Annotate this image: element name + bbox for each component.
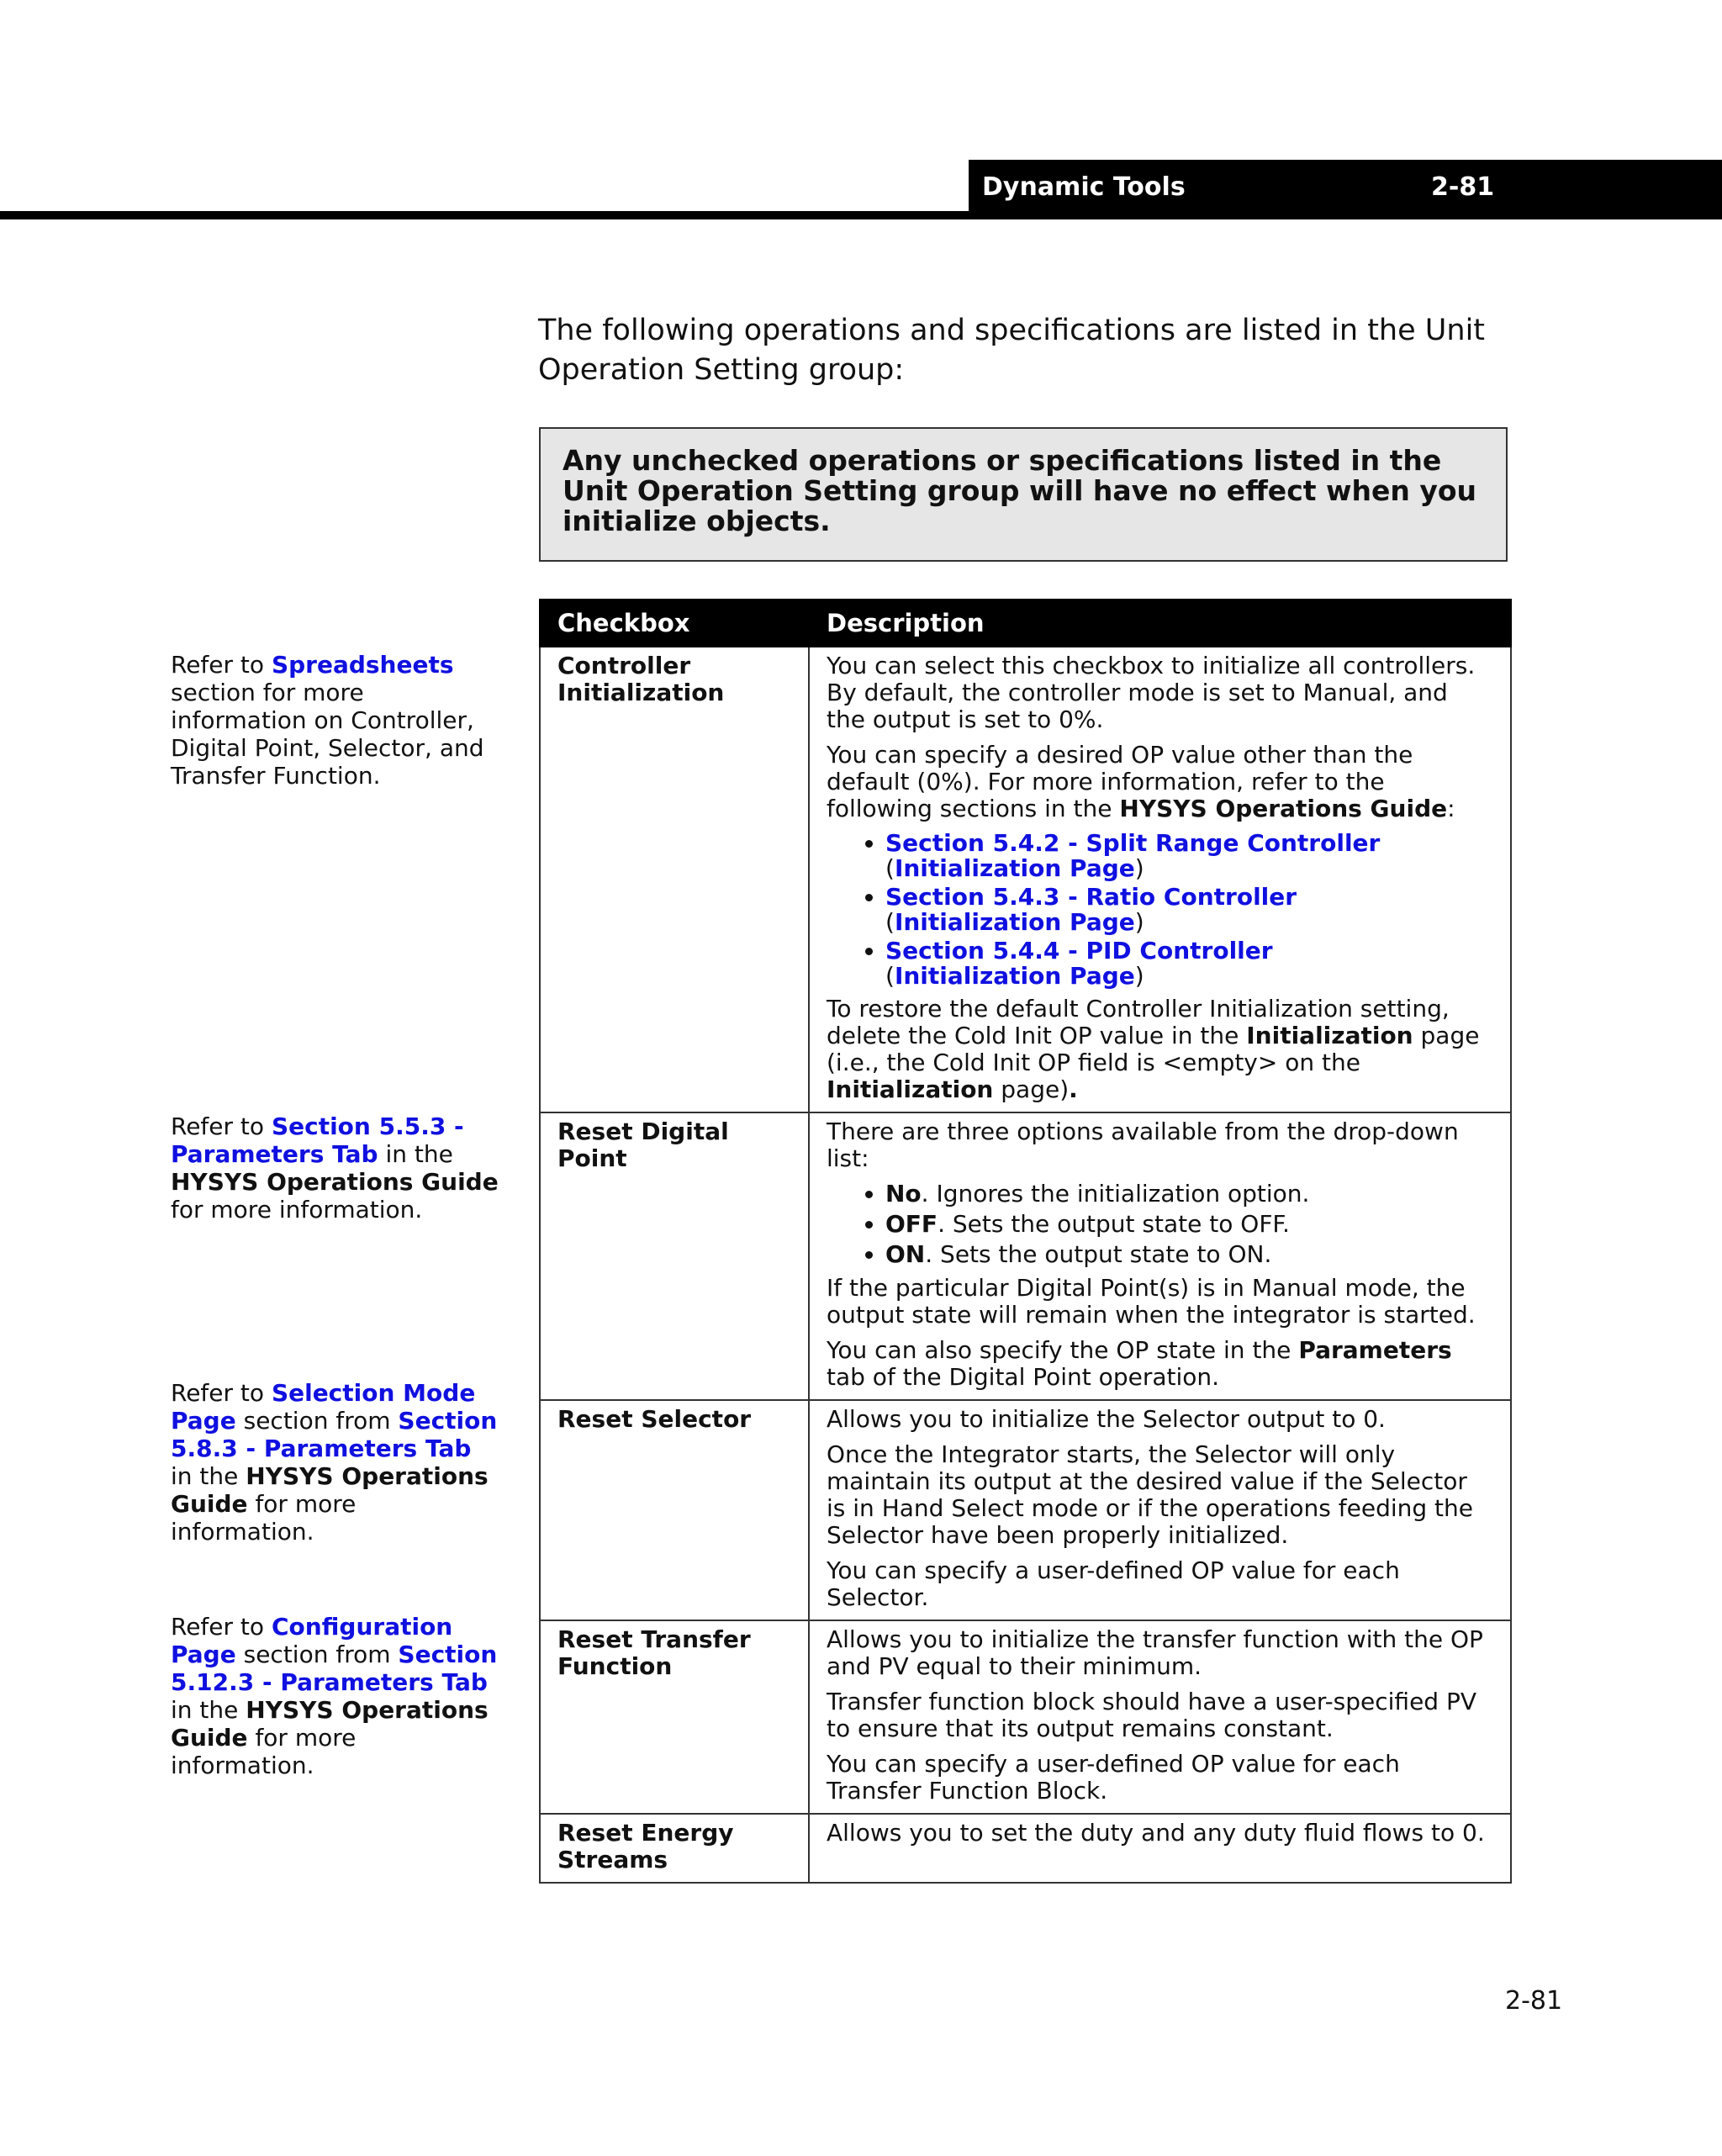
header-page-number: 2-81 [1431, 172, 1495, 202]
column-header-checkbox: Checkbox [540, 600, 809, 647]
description-paragraph: Once the Integrator starts, the Selector will only maintain its output at the desired value if the Selector is in Hand Select mode or if the operations feeding the Selector have been properly initialized. [827, 1440, 1474, 1549]
link-section-5-4-3[interactable]: Section 5.4.3 - Ratio Controller [885, 883, 1297, 911]
link-initialization-page[interactable]: Initialization Page [894, 854, 1135, 882]
description-paragraph [827, 996, 1493, 1103]
sidebar-text: Refer to [171, 1112, 272, 1140]
sidebar-note-spreadsheets [171, 651, 499, 790]
option-key: No [885, 1180, 922, 1207]
row-name-reset-digital-point: Reset Digital Point [540, 1112, 809, 1400]
sidebar-note-digital-point [171, 1112, 499, 1223]
guide-name: HYSYS Operations Guide [1119, 795, 1448, 822]
sidebar-text: Refer to [171, 1613, 272, 1641]
column-header-description: Description [809, 600, 1511, 647]
description-paragraph: If the particular Digital Point(s) is in Manual mode, the output state will remain when the integrator is started. [827, 1274, 1476, 1329]
link-section-5-4-4[interactable]: Section 5.4.4 - PID Controller [885, 937, 1273, 964]
description-text: tab of the Digital Point operation. [827, 1363, 1220, 1391]
sidebar-text: in the [171, 1462, 246, 1490]
sidebar-text: Refer to [171, 651, 272, 679]
link-section-5-5-3[interactable]: Section 5.5.3 - Parameters Tab [171, 1112, 464, 1168]
table-header-row [540, 600, 1511, 647]
description-paragraph: You can select this checkbox to initialize all controllers. By default, the controller mode is set to Manual, and the output is set to 0%. [827, 652, 1476, 733]
link-initialization-page[interactable]: Initialization Page [894, 908, 1135, 936]
sidebar-guide-name: HYSYS Operations Guide [171, 1462, 489, 1518]
note-box: Any unchecked operations or specifications listed in the Unit Operation Setting group will have no effect when you initialize objects. [539, 427, 1508, 562]
description-text: page (i.e., the Cold Init OP field is <empty> on the [827, 1022, 1480, 1076]
link-initialization-page[interactable]: Initialization Page [894, 962, 1135, 990]
description-text: : [1447, 795, 1455, 822]
link-selection-mode-page[interactable]: Selection Mode Page [171, 1379, 476, 1435]
list-item [885, 1211, 1493, 1238]
row-name-reset-transfer-function: Reset Transfer Function [540, 1620, 809, 1814]
sidebar-text: for more information. [171, 1724, 357, 1779]
bold-term: Parameters [1298, 1336, 1452, 1364]
option-list [827, 1181, 1493, 1268]
list-item: • Section 5.4.3 - Ratio Controller (Initialization Page) [885, 885, 1493, 935]
option-text: . Sets the output state to ON. [925, 1240, 1272, 1268]
sidebar-text: in the [171, 1696, 246, 1724]
description-paragraph: Transfer function block should have a user-specified PV to ensure that its output remains constant. [827, 1688, 1477, 1742]
list-item [885, 1241, 1493, 1268]
description-paragraph: There are three options available from the drop-down list: [827, 1118, 1459, 1172]
description-text: page) [993, 1075, 1070, 1103]
link-configuration-page[interactable]: Configuration Page [171, 1613, 453, 1668]
footer-page-number: 2-81 [1505, 1986, 1563, 2016]
sidebar-text: for more information. [171, 1196, 423, 1223]
row-name-controller-initialization: Controller Initialization [540, 647, 809, 1112]
description-paragraph [827, 1337, 1493, 1391]
operations-table [539, 599, 1512, 1884]
sidebar-note-transfer-function [171, 1613, 499, 1779]
sidebar-guide-name: HYSYS Operations Guide [171, 1168, 499, 1196]
header-title: Dynamic Tools [982, 172, 1186, 202]
description-paragraph [827, 742, 1493, 822]
bold-term: Initialization [1246, 1022, 1413, 1049]
sidebar-text: section for more information on Controller, Digital Point, Selector, and Transfer Function. [171, 679, 484, 790]
bold-term: Initialization [827, 1075, 994, 1103]
list-item [885, 1181, 1493, 1207]
description-paragraph: You can specify a user-defined OP value for each Transfer Function Block. [827, 1750, 1400, 1805]
option-text: . Sets the output state to OFF. [938, 1210, 1290, 1238]
list-item: • Section 5.4.2 - Split Range Controller (Initialization Page) [885, 831, 1493, 881]
row-description [809, 1814, 1511, 1883]
table-row [540, 1112, 1511, 1400]
sidebar-text: Refer to [171, 1379, 272, 1407]
row-description [809, 1620, 1511, 1814]
section-link-list [827, 831, 1493, 989]
link-section-5-4-2[interactable]: Section 5.4.2 - Split Range Controller [885, 829, 1381, 857]
link-spreadsheets[interactable]: Spreadsheets [271, 651, 454, 679]
list-item: • Section 5.4.4 - PID Controller (Initialization Page) [885, 938, 1493, 989]
link-section-5-8-3[interactable]: Section 5.8.3 - Parameters Tab [171, 1407, 498, 1462]
header-rule [0, 211, 1722, 219]
row-name-reset-energy-streams: Reset Energy Streams [540, 1814, 809, 1883]
description-paragraph: Allows you to set the duty and any duty fluid flows to 0. [827, 1819, 1485, 1847]
sidebar-text: for more information. [171, 1490, 357, 1546]
option-text: . Ignores the initialization option. [921, 1180, 1310, 1207]
row-description [809, 1112, 1511, 1400]
intro-paragraph: The following operations and specifications are listed in the Unit Operation Setting group: [538, 314, 1486, 387]
description-text: You can specify a desired OP value other than the default (0%). For more information, refer to the following sections in the [827, 741, 1413, 822]
option-key: ON [885, 1240, 926, 1268]
link-section-5-12-3[interactable]: Section 5.12.3 - Parameters Tab [171, 1641, 498, 1696]
period: . [1069, 1075, 1078, 1103]
description-text: To restore the default Controller Initialization setting, delete the Cold Init OP value in the [827, 995, 1450, 1049]
sidebar-text: section from [235, 1641, 399, 1668]
sidebar-text: in the [378, 1140, 453, 1168]
description-paragraph: Allows you to initialize the Selector output to 0. [827, 1405, 1386, 1433]
description-text: You can also specify the OP state in the [827, 1336, 1299, 1364]
row-description [809, 1400, 1511, 1620]
table-row [540, 1400, 1511, 1620]
sidebar-note-selector [171, 1379, 499, 1546]
description-paragraph: You can specify a user-defined OP value for each Selector. [827, 1556, 1400, 1611]
row-description [809, 647, 1511, 1112]
row-name-reset-selector: Reset Selector [540, 1400, 809, 1620]
sidebar-guide-name: HYSYS Operations Guide [171, 1696, 489, 1752]
table-row [540, 647, 1511, 1112]
sidebar-text: section from [235, 1407, 399, 1435]
option-key: OFF [885, 1210, 938, 1238]
table-row [540, 1814, 1511, 1883]
table-row [540, 1620, 1511, 1814]
description-paragraph: Allows you to initialize the transfer function with the OP and PV equal to their minimum. [827, 1625, 1483, 1680]
